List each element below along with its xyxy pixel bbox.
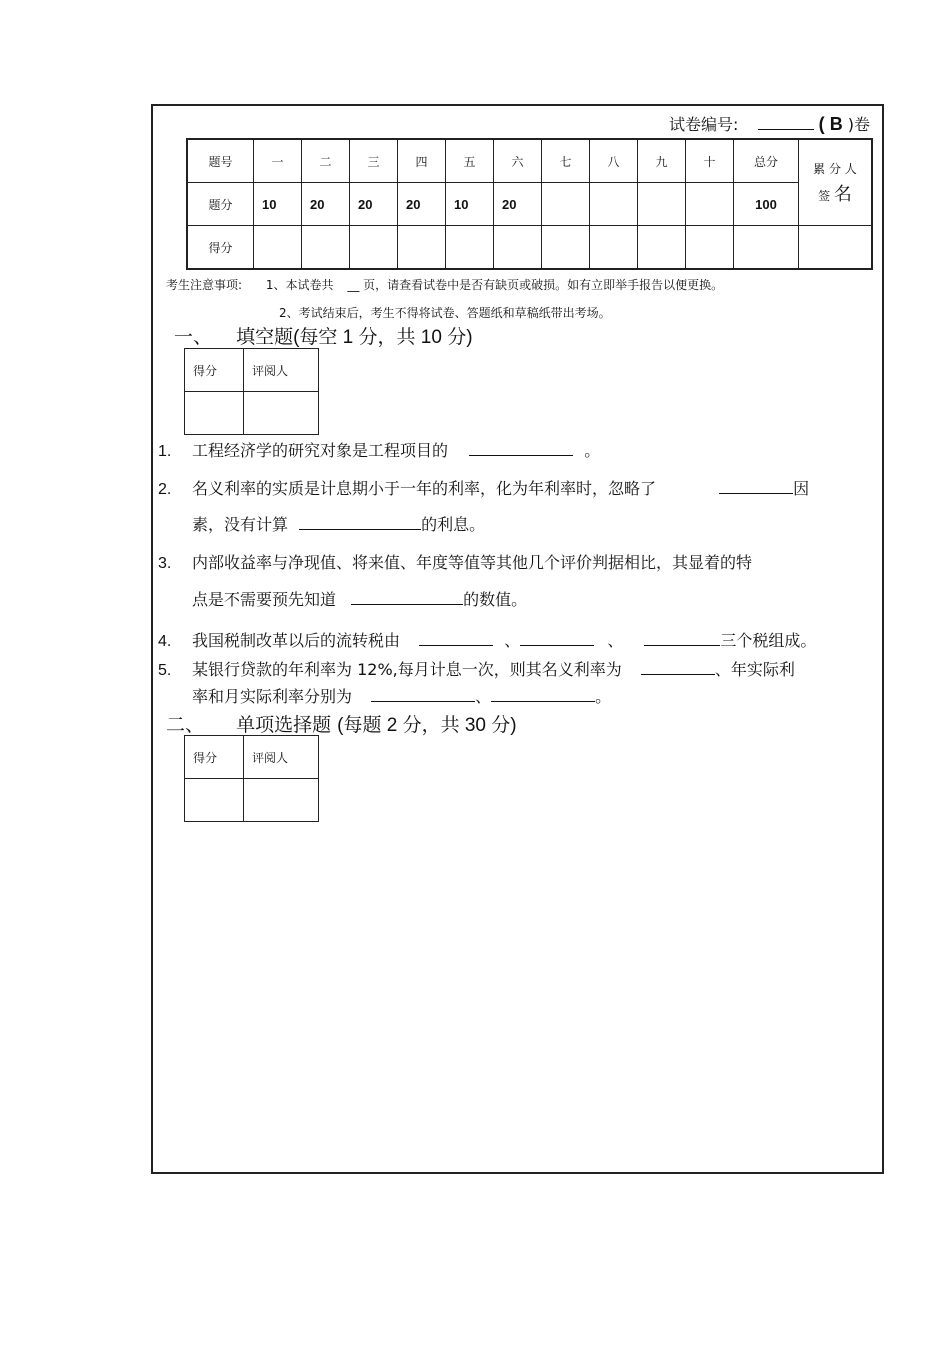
question-3-line-2 (192, 587, 527, 610)
section-2-num: 二、 (166, 714, 205, 736)
cell-earned[interactable] (302, 226, 350, 270)
cell-points: 10 (446, 183, 494, 226)
cell-points: 20 (398, 183, 446, 226)
grader-score-field[interactable] (185, 392, 244, 435)
grader-score-field[interactable] (185, 779, 244, 822)
question-text-end: 三个税组成。 (720, 631, 817, 650)
cell-q8: 八 (590, 139, 638, 183)
answer-blank[interactable] (644, 631, 720, 646)
answer-blank[interactable] (299, 515, 421, 530)
signer-cell (799, 139, 873, 226)
grader-name-label: 评阅人 (244, 349, 319, 392)
cell-earned[interactable] (398, 226, 446, 270)
cell-points (542, 183, 590, 226)
question-number: 5. (158, 662, 172, 679)
question-text-end: 、年实际利 (714, 660, 795, 679)
cell-q3: 三 (350, 139, 398, 183)
paper-version: B (829, 114, 843, 134)
cell-q6: 六 (494, 139, 542, 183)
serial-blank[interactable] (758, 115, 814, 130)
cell-q9: 九 (638, 139, 686, 183)
cell-q10: 十 (686, 139, 734, 183)
question-number: 4. (158, 633, 172, 650)
cell-earned[interactable] (734, 226, 799, 270)
question-5 (158, 657, 795, 680)
grader-score-label: 得分 (185, 736, 244, 779)
question-text: 某银行贷款的年利率为 12%,每月计息一次，则其名义利率为 (192, 660, 622, 679)
grader-name-label: 评阅人 (244, 736, 319, 779)
answer-blank[interactable] (719, 479, 793, 494)
signer-line2: 签 名 (818, 184, 852, 205)
cell-points: 10 (254, 183, 302, 226)
cell-earned[interactable] (446, 226, 494, 270)
question-3 (158, 550, 752, 573)
cell-q7: 七 (542, 139, 590, 183)
section-1-meta: (每空 1 分，共 10 分) (293, 327, 473, 348)
answer-blank[interactable] (520, 631, 594, 646)
question-2 (158, 476, 809, 499)
cell-q5: 五 (446, 139, 494, 183)
cell-points: 20 (302, 183, 350, 226)
grader-box-1 (184, 348, 319, 435)
grader-name-field[interactable] (244, 779, 319, 822)
question-text: 点是不需要预先知道 (192, 590, 337, 609)
notice-item1-a: 1、本试卷共 (265, 278, 334, 292)
section-2-meta: (每题 2 分，共 30 分) (337, 715, 517, 736)
grader-score-label: 得分 (185, 349, 244, 392)
cell-label: 题号 (187, 139, 254, 183)
question-text-end: 的利息。 (421, 515, 486, 534)
cell-q1: 一 (254, 139, 302, 183)
answer-blank[interactable] (419, 631, 493, 646)
paper-serial (669, 112, 870, 135)
question-number: 3. (158, 555, 172, 572)
question-text-end: 的数值。 (463, 590, 528, 609)
answer-blank[interactable] (469, 441, 573, 456)
cell-label: 得分 (187, 226, 254, 270)
answer-blank[interactable] (491, 687, 595, 702)
question-2-line-2 (192, 512, 485, 535)
question-number: 2. (158, 481, 172, 498)
cell-earned[interactable] (350, 226, 398, 270)
cell-q2: 二 (302, 139, 350, 183)
grader-name-field[interactable] (244, 392, 319, 435)
score-table (186, 138, 873, 270)
question-text: 我国税制改革以后的流转税由 (192, 631, 401, 650)
answer-blank[interactable] (351, 590, 463, 605)
notice-line-1 (166, 276, 723, 293)
cell-earned[interactable] (542, 226, 590, 270)
notice-line-2: 2、考试结束后，考生不得将试卷、答题纸和草稿纸带出考场。 (279, 306, 611, 320)
cell-points (590, 183, 638, 226)
score-row-earned (187, 226, 872, 270)
cell-points (686, 183, 734, 226)
question-text-end: 因 (793, 479, 810, 498)
section-1-title: 填空题 (236, 326, 294, 348)
serial-label: 试卷编号: (669, 115, 739, 134)
grader-box-2 (184, 735, 319, 822)
notice-label: 考生注意事项: (166, 278, 243, 292)
cell-earned[interactable] (494, 226, 542, 270)
question-text: 内部收益率与净现值、将来值、年度等值等其他几个评价判据相比，其显着的特 (192, 553, 753, 572)
cell-signer[interactable] (799, 226, 873, 270)
cell-points: 20 (350, 183, 398, 226)
cell-earned[interactable] (254, 226, 302, 270)
cell-total: 总分 (734, 139, 799, 183)
question-text-end: 。 (595, 687, 612, 706)
separator: 、 (607, 631, 624, 650)
section-2-title: 单项选择题 (236, 714, 332, 736)
cell-earned[interactable] (638, 226, 686, 270)
separator: 、 (475, 687, 492, 706)
question-text: 工程经济学的研究对象是工程项目的 (192, 441, 449, 460)
section-2-heading (166, 710, 517, 737)
cell-points (638, 183, 686, 226)
notice-item1-blank: __ (347, 278, 360, 292)
cell-total-points: 100 (734, 183, 799, 226)
cell-earned[interactable] (590, 226, 638, 270)
signer-line1: 累 分 人 (813, 162, 857, 176)
question-text: 素，没有计算 (192, 515, 289, 534)
question-text: 名义利率的实质是计息期小于一年的利率，化为年利率时，忽略了 (192, 479, 657, 498)
section-1-num: 一、 (174, 326, 213, 348)
notice-item1-c: 页，请查看试卷中是否有缺页或破损。如有立即举手报告以便更换。 (363, 278, 724, 292)
question-4 (158, 628, 816, 651)
section-1-heading (174, 322, 473, 349)
version-open: ( (818, 114, 825, 134)
answer-blank[interactable] (641, 660, 715, 675)
cell-points: 20 (494, 183, 542, 226)
answer-blank[interactable] (371, 687, 475, 702)
version-close: )卷 (847, 115, 871, 134)
question-text-end: 。 (584, 441, 601, 460)
score-row-points (187, 183, 872, 226)
question-1 (158, 438, 600, 461)
question-5-line-2 (192, 684, 611, 707)
question-number: 1. (158, 443, 172, 460)
cell-earned[interactable] (686, 226, 734, 270)
question-text: 率和月实际利率分别为 (192, 687, 353, 706)
cell-q4: 四 (398, 139, 446, 183)
score-row-question-numbers (187, 139, 872, 183)
separator: 、 (504, 631, 521, 650)
cell-label: 题分 (187, 183, 254, 226)
